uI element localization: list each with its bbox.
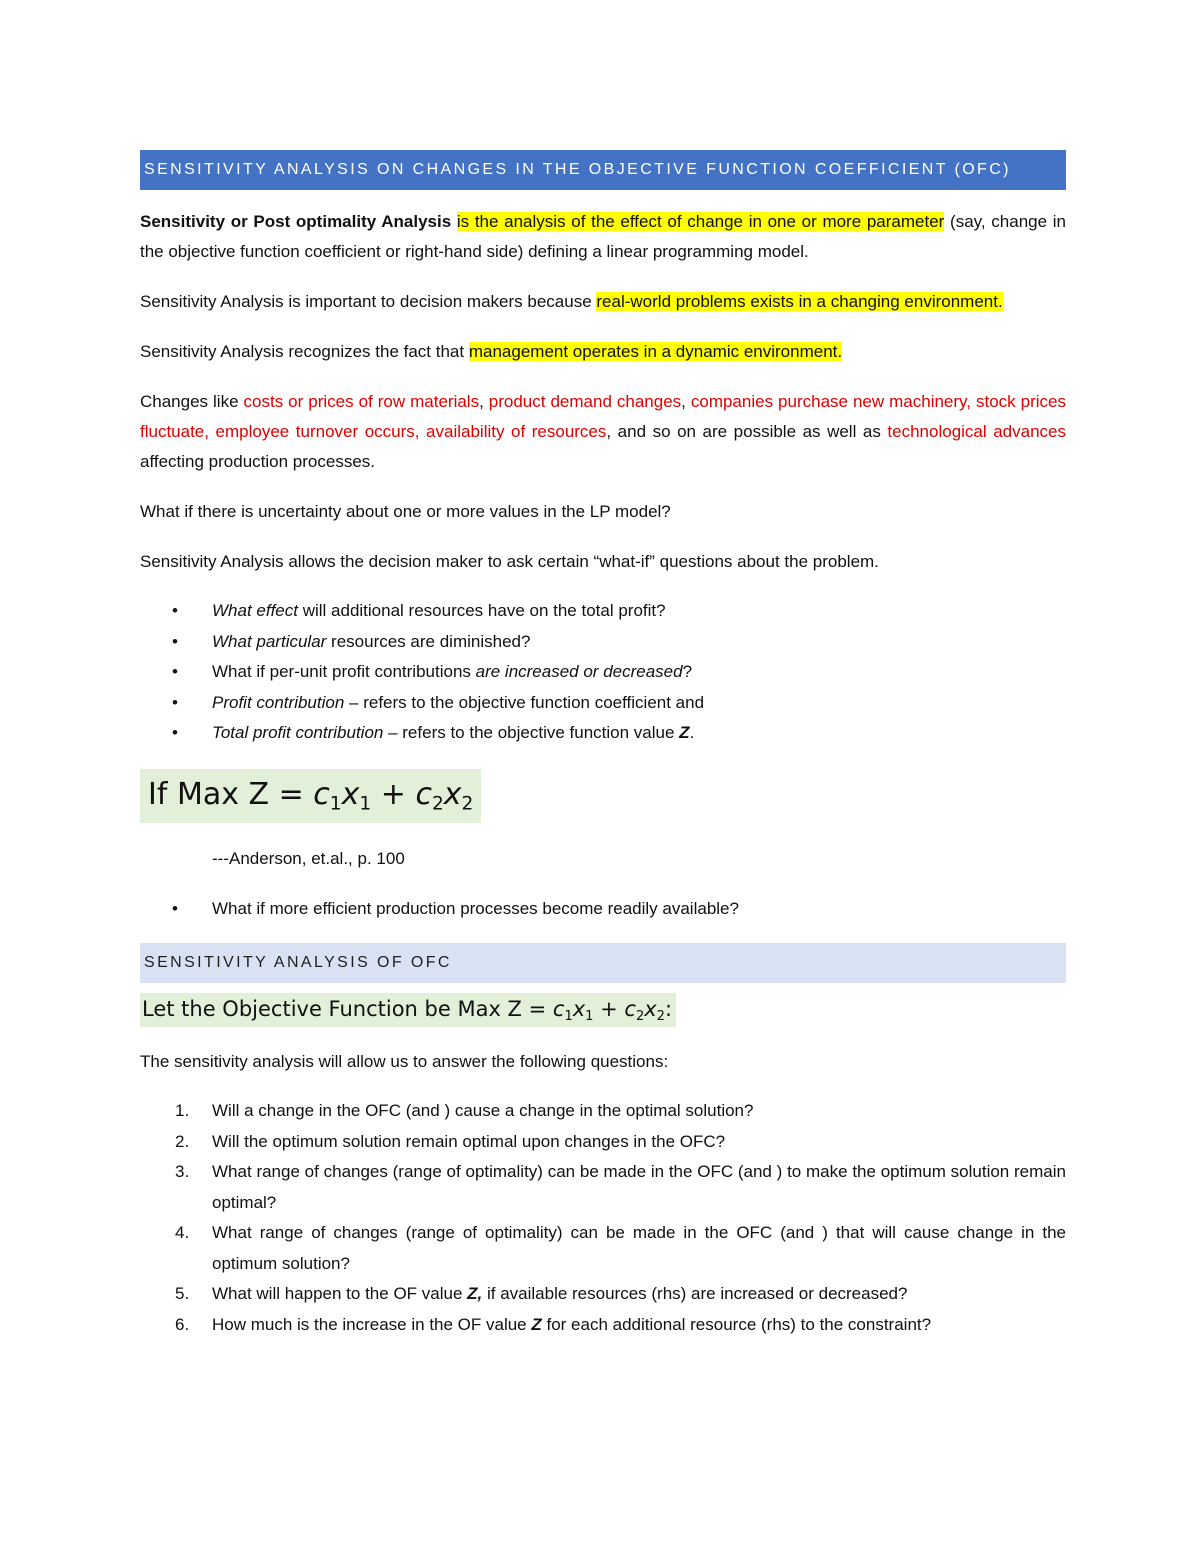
formula2-c1: c	[552, 997, 565, 1021]
changes-r4: technological advances	[887, 422, 1066, 441]
list-item	[140, 627, 1066, 658]
formula2-x1-sub: 1	[585, 1008, 594, 1024]
section-heading-text: SENSITIVITY ANALYSIS ON CHANGES IN THE OBJECTIVE FUNCTION COEFFICIENT (OFC)	[144, 161, 1011, 178]
formula1-x1-sub: 1	[359, 793, 372, 815]
formula1-x1: x	[341, 776, 360, 812]
b5-text: – refers to the objective function value	[383, 723, 680, 742]
questions-list	[140, 1096, 1066, 1340]
changes-t3: ,	[681, 392, 691, 411]
what-if-bullets	[140, 596, 1066, 749]
b3-end: ?	[682, 662, 693, 681]
b3-text: What if per-unit profit contributions	[212, 662, 476, 681]
highlight-real-world: real-world problems exists in a changing environment.	[596, 292, 1003, 311]
changes-t1: Changes like	[140, 392, 244, 411]
formula1-x2: x	[443, 776, 462, 812]
highlight-definition: is the analysis of the effect of change in one or more parameter	[456, 212, 945, 231]
item5-z: Z,	[467, 1284, 483, 1303]
changes-r2: product demand changes	[488, 392, 682, 411]
b4-italic: Profit contribution	[212, 692, 345, 712]
paragraph-what-if: Sensitivity Analysis allows the decision maker to ask certain “what-if” questions about the problem.	[140, 552, 879, 571]
formula1-c1: c	[313, 776, 330, 812]
b2-italic: What particular	[212, 631, 327, 651]
section-heading-ofc-analysis	[140, 943, 1066, 983]
highlight-management: management operates in a dynamic environment.	[468, 342, 843, 361]
formula1-prefix: If Max Z =	[148, 776, 314, 812]
section-heading-ofc	[140, 150, 1066, 190]
list-item	[140, 688, 1066, 719]
paragraph-uncertainty: What if there is uncertainty about one or more values in the LP model?	[140, 502, 671, 521]
formula2-c1-sub: 1	[564, 1008, 573, 1024]
list-item	[140, 1157, 1066, 1218]
list-item	[140, 596, 1066, 627]
recognizes-text: Sensitivity Analysis recognizes the fact that	[140, 342, 465, 361]
objective-formula-image	[140, 769, 481, 823]
item-number: 1.	[175, 1101, 190, 1120]
item-number: 2.	[175, 1131, 190, 1151]
formula2-x2-sub: 2	[656, 1008, 665, 1024]
formula2-suffix: :	[664, 997, 673, 1021]
formula1-plus: +	[371, 776, 416, 812]
list-item	[140, 1218, 1066, 1279]
item6-b: for each additional resource (rhs) to the constraint?	[541, 1314, 932, 1334]
objective-function-image	[140, 993, 676, 1027]
changes-t5: affecting production processes.	[140, 452, 375, 471]
b5-italic: Total profit contribution	[212, 723, 384, 742]
paragraph-recognizes	[140, 337, 1066, 367]
item-number: 4.	[175, 1223, 190, 1242]
item-number: 5.	[175, 1284, 190, 1303]
list-item: • What if more efficient production processes become readily available?	[140, 894, 1066, 925]
b2-text: resources are diminished?	[326, 631, 531, 651]
b4-text: – refers to the objective function coefficient and	[344, 692, 705, 712]
section-heading-text: SENSITIVITY ANALYSIS OF OFC	[144, 954, 452, 971]
term-sensitivity: Sensitivity or Post optimality Analysis	[140, 212, 452, 231]
formula1-c2: c	[415, 776, 432, 812]
paragraph-changes	[140, 387, 1066, 477]
list-item	[140, 718, 1066, 749]
formula1-x2-sub: 2	[461, 793, 474, 815]
changes-r3: companies purchase new machinery, stock prices fluctuate, employee turnover occurs, availability of resources	[140, 392, 1066, 441]
item-number: 3.	[175, 1162, 190, 1181]
formula1-c2-sub: 2	[431, 793, 444, 815]
b3-italic: are increased or decreased	[475, 662, 683, 681]
changes-t2: ,	[479, 392, 489, 411]
citation: ---Anderson, et.al., p. 100	[212, 848, 405, 868]
formula1-c1-sub: 1	[329, 793, 342, 815]
item-text: What range of changes (range of optimality) can be made in the OFC (and ) to make the optimum solution remain optimal?	[212, 1162, 1066, 1212]
formula2-c2: c	[624, 997, 636, 1021]
b5-z: Z	[679, 723, 690, 742]
item5-a: What will happen to the OF value	[212, 1284, 468, 1303]
list-item	[140, 1279, 1066, 1310]
b1-italic: What effect	[212, 601, 298, 620]
changes-r1: costs or prices of row materials	[243, 392, 480, 411]
item-text: Will the optimum solution remain optimal upon changes in the OFC?	[212, 1131, 726, 1151]
definition-rest: (say, change in the objective function coefficient or right-hand side) defining a linear programming model.	[140, 212, 1066, 261]
paragraph-definition	[140, 207, 1066, 267]
item-text: Will a change in the OFC (and ) cause a change in the optimal solution?	[212, 1101, 754, 1120]
formula2-prefix: Let the Objective Function be Max Z =	[142, 997, 553, 1021]
importance-text: Sensitivity Analysis is important to decision makers because	[140, 292, 592, 311]
list-item	[140, 1096, 1066, 1127]
formula2-plus: +	[593, 997, 625, 1021]
paragraph-questions-intro: The sensitivity analysis will allow us to answer the following questions:	[140, 1052, 669, 1071]
formula2-c2-sub: 2	[635, 1008, 645, 1024]
formula2-x1: x	[572, 997, 586, 1021]
paragraph-importance	[140, 287, 1066, 317]
item6-a: How much is the increase in the OF value	[212, 1314, 532, 1334]
item-text: What range of changes (range of optimality) can be made in the OFC (and ) that will cause change in the optimum solution?	[212, 1223, 1066, 1273]
b1-text: will additional resources have on the total profit?	[297, 601, 666, 620]
formula-block-2	[140, 993, 1066, 1027]
list-item	[140, 1127, 1066, 1158]
item-number: 6.	[175, 1314, 190, 1334]
formula-block-1	[140, 769, 1066, 823]
list-item	[140, 1310, 1066, 1341]
item5-b: if available resources (rhs) are increased or decreased?	[482, 1284, 908, 1303]
changes-t4: , and so on are possible as well as	[606, 422, 888, 441]
document-page	[140, 150, 1066, 1340]
list-item	[140, 657, 1066, 688]
b5-end: .	[689, 723, 695, 742]
formula2-x2: x	[644, 997, 657, 1021]
efficient-bullet	[140, 894, 1066, 925]
item6-z: Z	[531, 1314, 542, 1334]
